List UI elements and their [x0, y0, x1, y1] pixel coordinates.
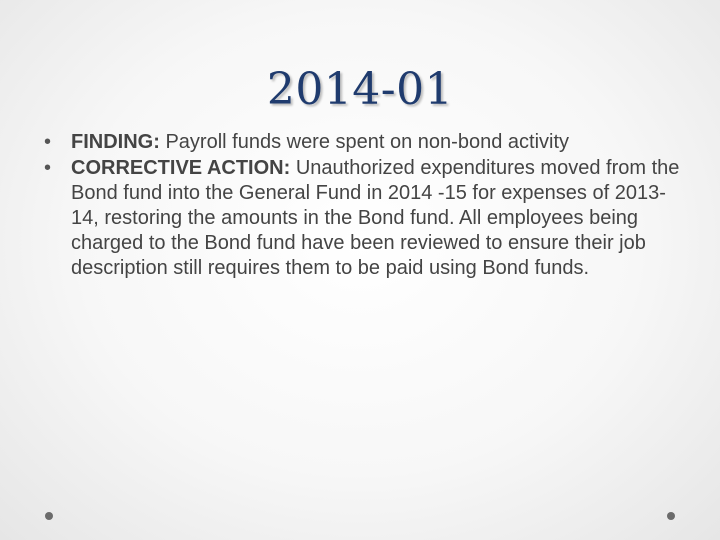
bullet-corrective-action	[44, 156, 684, 281]
bullet-finding	[44, 130, 684, 155]
bullet-label-finding: FINDING:	[71, 131, 160, 153]
bullet-list	[44, 130, 684, 282]
bullet-dot-icon: •	[44, 131, 52, 153]
slide-title: 2014-01	[266, 64, 454, 115]
bullet-text-finding: Payroll funds were spent on non-bond activity	[159, 131, 570, 153]
bullet-text-corrective-action: Unauthorized expenditures moved from the Bond fund into the General Fund in 2014 -15 for expenses of 2013-14, restoring the amounts in the Bond fund. All employees being charged to the Bond fund have been reviewed to ensure their job description still requires them to be paid using Bond funds.	[71, 157, 680, 279]
corner-dot-icon	[45, 512, 53, 520]
corner-dot-icon	[667, 512, 675, 520]
bullet-label-corrective-action: CORRECTIVE ACTION:	[71, 157, 291, 179]
bullet-dot-icon: •	[44, 157, 52, 179]
